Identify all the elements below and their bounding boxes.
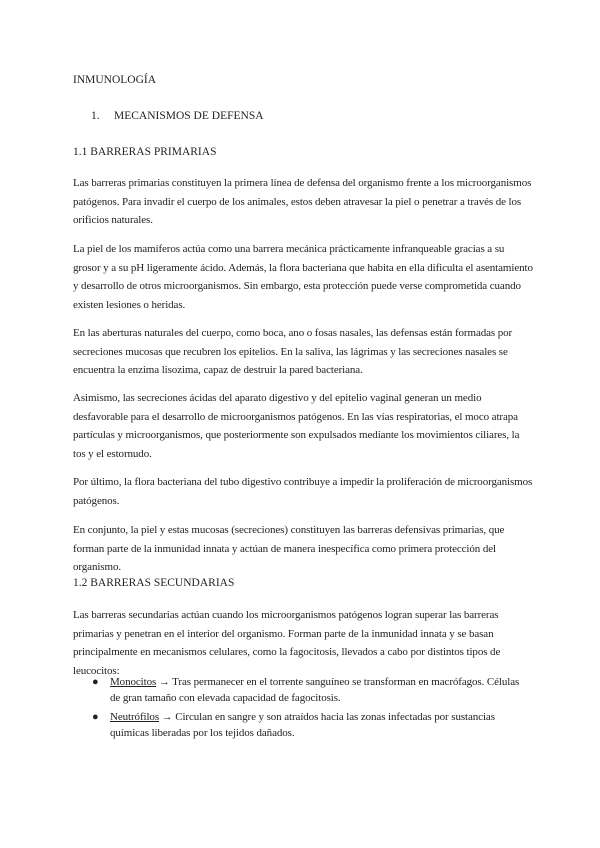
term-neutrofilos: Neutrófilos [110,711,160,723]
section-heading [91,107,551,126]
arrow-icon: → [161,711,173,723]
paragraph: En las aberturas naturales del cuerpo, como boca, ano o fosas nasales, las defensas están formadas por secreciones mucosas que recubren los epitelios. En la saliva, las lágrimas y las secreciones nasales se encuentra la enzima lisozima, capaz de destruir la pared bacteriana. [73,327,513,376]
subsection-heading-primary: 1.1 BARRERAS PRIMARIAS [73,146,217,158]
paragraph: En conjunto, la piel y estas mucosas (secreciones) constituyen las barreras defensivas primarias, que forman parte de la inmunidad innata y actúan de manera inespecífica como primera protección del organismo. [73,524,505,573]
list-item [92,675,532,706]
term-monocitos: Monocitos [110,676,157,688]
bullet-dot-icon: ● [92,676,99,688]
paragraph: Por último, la flora bacteriana del tubo digestivo contribuye a impedir la proliferación de microorganismos patógenos. [73,476,533,507]
document-title: INMUNOLOGÍA [73,74,157,86]
list-item [92,710,532,741]
bullet-text: Circulan en sangre y son atraídos hacia las zonas infectadas por sustancias químicas liberadas por los tejidos dañados. [110,711,495,739]
paragraph: La piel de los mamíferos actúa como una barrera mecánica prácticamente infranqueable gracias a su grosor y a su pH ligeramente ácido. Además, la flora bacteriana que habita en ella dificulta el asentamiento y desarrollo de otros microorganismos. Sin embargo, esta protección puede verse comprometida cuando existen lesiones o heridas. [73,243,533,311]
bullet-list [92,675,532,745]
bullet-text: Tras permanecer en el torrente sanguíneo se transforman en macrófagos. Células de gran tamaño con elevada capacidad de fagocitosis. [110,676,520,704]
bullet-dot-icon: ● [92,711,99,723]
section-title: MECANISMOS DE DEFENSA [114,110,264,122]
paragraph: Asimismo, las secreciones ácidas del aparato digestivo y del epitelio vaginal generan un medio desfavorable para el desarrollo de microorganismos patógenos. En las vías respiratorias, el moco atrapa partículas y microorganismos, que posteriormente son expulsados mediante los movimientos ciliares, la tos y el estornudo. [73,392,520,460]
paragraph: Las barreras primarias constituyen la primera línea de defensa del organismo frente a los microorganismos patógenos. Para invadir el cuerpo de los animales, estos deben atravesar la piel o penetrar a través de los orificios naturales. [73,177,532,226]
section-number: 1. [91,110,100,122]
paragraph: Las barreras secundarias actúan cuando los microorganismos patógenos logran superar las barreras primarias y penetran en el interior del organismo. Forman parte de la inmunidad innata y se basan principalmente en mecanismos celulares, como la fagocitosis, llevados a cabo por distintos tipos de leucocitos: [73,609,501,677]
subsection-heading-secondary: 1.2 BARRERAS SECUNDARIAS [73,577,235,589]
arrow-icon: → [158,676,170,688]
